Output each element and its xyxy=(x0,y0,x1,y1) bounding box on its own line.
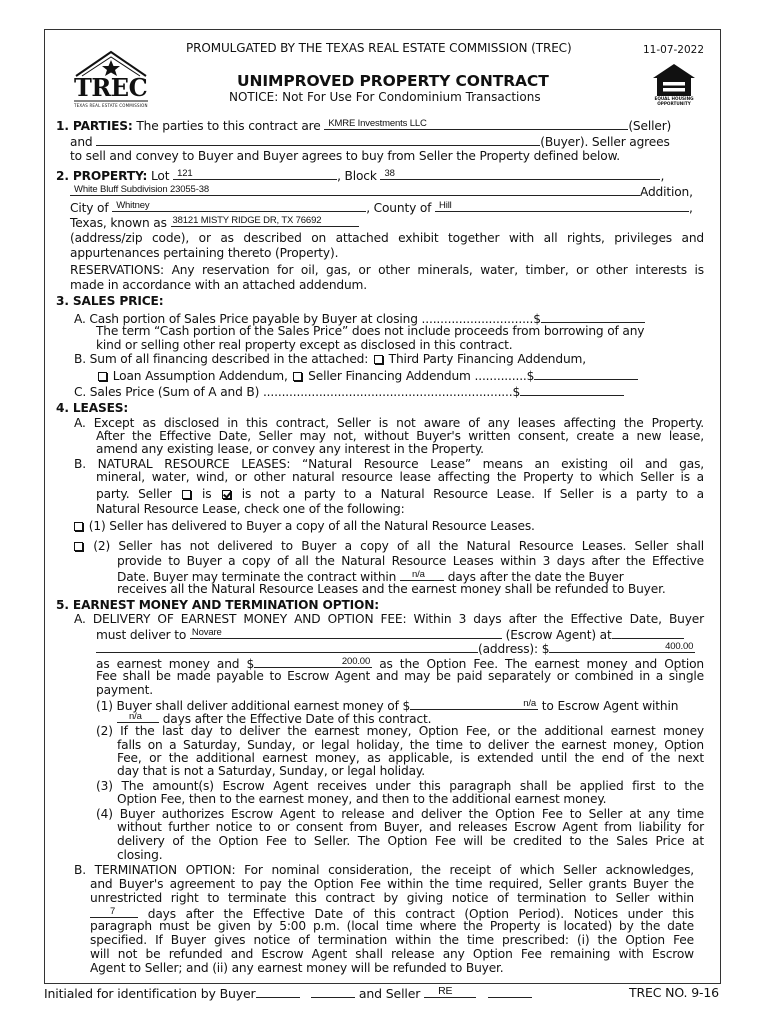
escrow-agent-address-field-a[interactable] xyxy=(612,627,684,639)
s4-option1: (1) Seller has delivered to Buyer a copy of all the Natural Resource Leases. xyxy=(72,520,535,533)
nrl-termination-days-field[interactable]: n/a xyxy=(400,569,444,581)
earnest-money-field[interactable]: 400.00 xyxy=(549,641,695,653)
s3-c-line1: C. Sales Price (Sum of A and B) ...................................................................$ xyxy=(74,384,624,399)
city-field[interactable]: Whitney xyxy=(112,200,366,212)
s1-line2: and (Buyer). Seller agrees xyxy=(70,135,670,149)
property-address-field[interactable]: 38121 MISTY RIDGE DR, TX 76692 xyxy=(171,215,359,227)
additional-earnest-field[interactable]: n/a xyxy=(410,698,538,710)
option-fee-field[interactable]: 200.00 xyxy=(254,656,372,668)
s1-line3: to sell and convey to Buyer and Buyer agrees to buy from Seller the Property defined below. xyxy=(70,149,621,163)
s2-line4: Texas, known as 38121 MISTY RIDGE DR, TX 76692 xyxy=(70,215,359,230)
s2-line5: (address/zip code), or as described on attached exhibit together with all rights, privileges and xyxy=(70,231,704,245)
s4-a-line3: amend any existing lease, or convey any interest in the Property. xyxy=(96,442,484,456)
s5-p1-line2: n/a days after the Effective Date of this contract. xyxy=(117,711,431,726)
s5-heading: 5. EARNEST MONEY AND TERMINATION OPTION: xyxy=(56,598,380,612)
seller-initial-2-field[interactable] xyxy=(488,986,532,998)
financing-sum-field[interactable] xyxy=(534,368,638,380)
s5-p3-line1: (3) The amount(s) Escrow Agent receives under this paragraph shall be applied first to the xyxy=(96,779,704,793)
form-date: 11-07-2022 xyxy=(643,44,705,56)
s4-option2-line3: Date. Buyer may terminate the contract within n/a days after the date the Buyer xyxy=(117,569,624,584)
buyer-initial-1-field[interactable] xyxy=(256,986,300,998)
s5-b-line7: will not be refunded and Escrow Agent shall release any Option Fee remaining with Escrow xyxy=(90,947,694,961)
seller-name-field[interactable]: KMRE Investments LLC xyxy=(324,118,628,130)
block-field[interactable]: 38 xyxy=(380,168,660,180)
s2-heading: 2. PROPERTY: xyxy=(56,169,148,183)
additional-days-field[interactable]: n/a xyxy=(117,711,159,723)
s5-b-line3: unrestricted right to terminate this contract by giving notice of termination to Seller within xyxy=(90,891,694,905)
s5-p2-line2: falls on a Saturday, Sunday, or legal holiday, the time to deliver the earnest money, Option xyxy=(117,738,704,752)
s5-p2-line1: (2) If the last day to deliver the earnest money, Option Fee, or the additional earnest money xyxy=(96,724,704,738)
s5-a-line4: as earnest money and $ 200.00 as the Option Fee. The earnest money and Option xyxy=(96,656,705,671)
s5-p4-line3: delivery of the Option Fee to Seller. The Option Fee will be credited to the Sales Price at xyxy=(117,834,704,848)
s5-p2-line4: day that is not a Saturday, Sunday, or legal holiday. xyxy=(117,764,425,778)
s5-b-line8: Agent to Seller; and (ii) any earnest money will be refunded to Buyer. xyxy=(90,961,504,975)
s5-p4-line4: closing. xyxy=(117,848,163,862)
s4-option2-line2: provide to Buyer a copy of all the Natural Resource Leases within 3 days after the Effective xyxy=(117,554,704,568)
s3-a-line3: kind or selling other real property except as disclosed in this contract. xyxy=(96,338,513,352)
s2-line2: White Bluff Subdivision 23055-38 Addition, xyxy=(70,184,693,199)
s5-a-line5: Fee shall be made payable to Escrow Agent and may be paid separately or combined in a single xyxy=(96,669,704,683)
escrow-agent-field[interactable]: Novare xyxy=(190,627,502,639)
s5-b-line4: 7 days after the Effective Date of this contract (Option Period). Notices under this xyxy=(90,906,694,921)
s4-a-line2: After the Effective Date, Seller may not, without Buyer's written consent, create a new lease, xyxy=(96,429,704,443)
form-number: TREC NO. 9-16 xyxy=(629,985,719,1000)
equal-housing-icon xyxy=(648,62,700,98)
seller-initial-1-field[interactable]: RE xyxy=(424,986,476,998)
seller-financing-checkbox[interactable] xyxy=(293,372,302,381)
third-party-financing-checkbox[interactable] xyxy=(374,355,383,364)
trec-logo-subtext: TEXAS REAL ESTATE COMMISSION xyxy=(74,103,148,108)
s1-line1: 1. PARTIES: The parties to this contract are KMRE Investments LLC (Seller) xyxy=(56,118,672,133)
sales-price-field[interactable] xyxy=(520,384,624,396)
s5-a-line3: (address): $ 400.00 xyxy=(96,641,695,656)
s5-b-line5: paragraph must be given by 5:00 p.m. (local time where the Property is located) by the date xyxy=(90,919,694,933)
loan-assumption-checkbox[interactable] xyxy=(98,372,107,381)
s5-p2-line3: Fee, or the additional earnest money, as applicable, is extended until the end of the next xyxy=(117,751,704,765)
s5-p4-line1: (4) Buyer authorizes Escrow Agent to release and deliver the Option Fee to Seller at any time xyxy=(96,807,704,821)
s2-line1: 2. PROPERTY: Lot 121 , Block 38 , xyxy=(56,168,665,183)
page-title: UNIMPROVED PROPERTY CONTRACT xyxy=(237,72,549,90)
s5-p1-line1: (1) Buyer shall deliver additional earnest money of $ n/a to Escrow Agent within xyxy=(96,698,679,713)
s2-line7: RESERVATIONS: Any reservation for oil, gas, or other minerals, water, timber, or other interests is xyxy=(70,263,704,277)
s3-b-line1: B. Sum of all financing described in the attached: Third Party Financing Addendum, xyxy=(74,352,586,366)
s5-a-line2: must deliver to Novare (Escrow Agent) at xyxy=(96,627,684,642)
s3-heading: 3. SALES PRICE: xyxy=(56,294,164,308)
s5-b-line1: B. TERMINATION OPTION: For nominal consideration, the receipt of which Seller acknowledges, xyxy=(74,863,694,877)
nrl-delivered-checkbox[interactable] xyxy=(74,522,83,531)
seller-is-not-party-checkbox[interactable] xyxy=(222,490,231,499)
s1-heading: 1. PARTIES: xyxy=(56,119,133,133)
buyer-name-field[interactable] xyxy=(96,134,540,146)
s4-b-line1: B. NATURAL RESOURCE LEASES: “Natural Resource Lease” means an existing oil and gas, xyxy=(74,457,704,471)
footer-initials: Initialed for identification by Buyer and Seller RE xyxy=(44,986,532,1000)
nrl-not-delivered-checkbox[interactable] xyxy=(74,542,83,551)
lot-field[interactable]: 121 xyxy=(173,168,337,180)
s4-b-line2: mineral, water, wind, or other natural resource lease affecting the Property to which Seller is a xyxy=(96,470,704,484)
equal-housing-text: EQUAL HOUSING OPPORTUNITY xyxy=(654,96,694,106)
s3-a-line1: A. Cash portion of Sales Price payable by Buyer at closing ..............................$ xyxy=(74,311,645,326)
s5-b-line2: and Buyer's agreement to pay the Option Fee within the time required, Seller grants Buyer the xyxy=(90,877,694,891)
trec-logo xyxy=(70,48,152,110)
trec-logo-text: TREC xyxy=(74,73,148,102)
s3-b-line2: Loan Assumption Addendum, Seller Financing Addendum ..............$ xyxy=(96,368,638,383)
s2-line6: appurtenances pertaining thereto (Property). xyxy=(70,246,339,260)
s4-option2-line4: receives all the Natural Resource Leases and the earnest money shall be refunded to Buyer. xyxy=(117,582,666,596)
county-field[interactable]: Hill xyxy=(435,200,689,212)
s5-a-line1: A. DELIVERY OF EARNEST MONEY AND OPTION FEE: Within 3 days after the Effective Date, Buyer xyxy=(74,612,704,626)
s5-b-line6: specified. If Buyer gives notice of termination within the time prescribed: (i) the Option Fee xyxy=(90,933,694,947)
s5-a-line6: payment. xyxy=(96,683,153,697)
s2-line3: City of Whitney , County of Hill , xyxy=(70,200,693,215)
s4-b-line4: Natural Resource Lease, check one of the following: xyxy=(96,502,405,516)
equal-housing-logo xyxy=(648,62,700,110)
escrow-agent-address-field-b[interactable] xyxy=(96,641,478,653)
notice-line: NOTICE: Not For Use For Condominium Transactions xyxy=(229,90,541,104)
s5-p3-line2: Option Fee, then to the earnest money, and then to the additional earnest money. xyxy=(117,792,607,806)
s4-a-line1: A. Except as disclosed in this contract, Seller is not aware of any leases affecting the Property. xyxy=(74,416,704,430)
addition-field[interactable]: White Bluff Subdivision 23055-38 xyxy=(70,184,640,196)
s4-b-line3: party. Seller is is not a party to a Natural Resource Lease. If Seller is a party to a xyxy=(96,487,704,501)
s4-option2-line1: (2) Seller has not delivered to Buyer a copy of all the Natural Resource Leases. Seller shall xyxy=(72,540,704,553)
s4-heading: 4. LEASES: xyxy=(56,401,129,415)
s3-a-line2: The term “Cash portion of the Sales Price” does not include proceeds from borrowing of any xyxy=(96,324,645,338)
s5-p4-line2: without further notice to or consent from Buyer, and releases Escrow Agent from liability for xyxy=(117,820,704,834)
seller-is-party-checkbox[interactable] xyxy=(182,490,191,499)
buyer-initial-2-field[interactable] xyxy=(311,986,355,998)
s2-line8: made in accordance with an attached addendum. xyxy=(70,278,368,292)
promulgated-header: PROMULGATED BY THE TEXAS REAL ESTATE COMMISSION (TREC) xyxy=(186,41,572,55)
option-period-days-field[interactable]: 7 xyxy=(90,906,138,918)
cash-portion-field[interactable] xyxy=(541,311,645,323)
